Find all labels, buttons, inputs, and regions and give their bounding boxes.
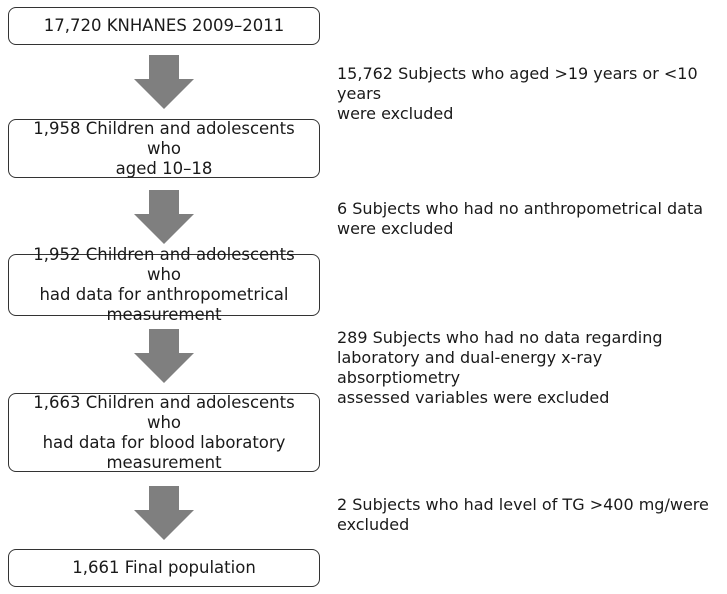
step-text-2: 1,958 Children and adolescents who aged 10–18 bbox=[33, 118, 295, 178]
step-box-4 bbox=[8, 393, 320, 472]
step-box-1 bbox=[8, 7, 320, 45]
down-arrow-icon-3 bbox=[134, 329, 194, 383]
step-text-1: 17,720 KNHANES 2009–2011 bbox=[43, 16, 285, 35]
exclusion-note-3: 289 Subjects who had no data regarding laboratory and dual-energy x-ray absorptiometry assessed variables were excluded bbox=[337, 328, 663, 407]
step-box-3 bbox=[8, 245, 320, 324]
step-box-2 bbox=[8, 119, 320, 178]
step-text-4: 1,663 Children and adolescents who had data for blood laboratory measurement bbox=[33, 392, 295, 472]
step-text-3: 1,952 Children and adolescents who had data for anthropometrical measurement bbox=[33, 245, 295, 324]
down-arrow-icon-2 bbox=[134, 190, 194, 244]
down-arrow-icon-4 bbox=[134, 486, 194, 540]
down-arrow-icon-1 bbox=[134, 55, 194, 109]
step-text-5: 1,661 Final population bbox=[72, 558, 256, 577]
exclusion-note-4: 2 Subjects who had level of TG >400 mg/were excluded bbox=[337, 495, 709, 534]
exclusion-note-1: 15,762 Subjects who aged >19 years or <10 years were excluded bbox=[337, 64, 698, 123]
exclusion-note-2: 6 Subjects who had no anthropometrical data were excluded bbox=[337, 199, 704, 238]
step-box-5 bbox=[8, 549, 320, 587]
